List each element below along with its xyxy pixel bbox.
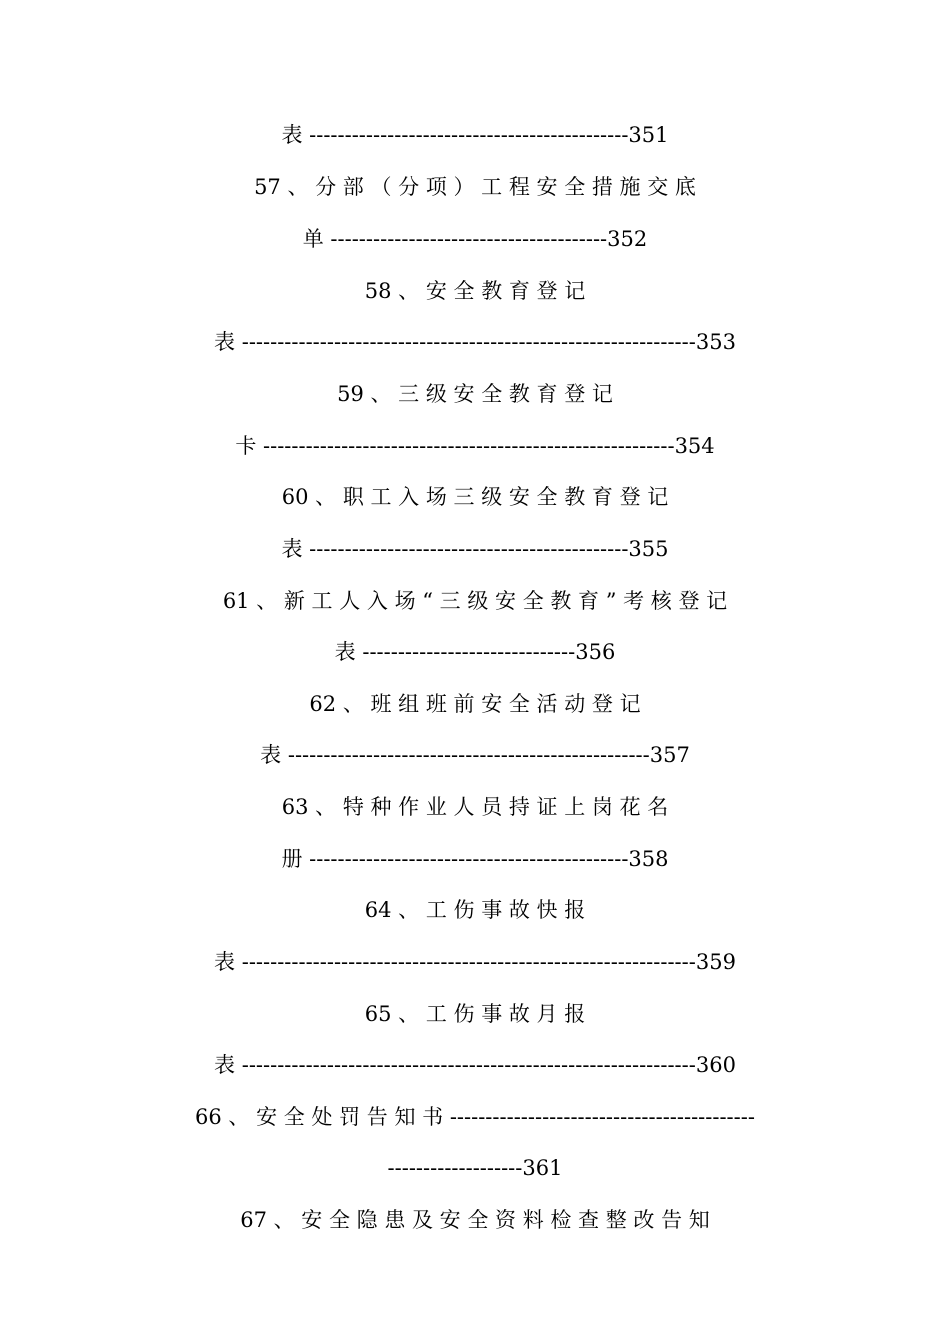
toc-line-66-page: -------------------361	[387, 1156, 563, 1180]
toc-line-59-page: 卡 ----------------------------------------------------------354	[235, 434, 715, 458]
toc-entry-59: 59 、 三 级 安 全 教 育 登 记	[337, 382, 613, 406]
toc-line-61-page: 表 ------------------------------356	[334, 640, 616, 664]
toc-line-62-page: 表 ---------------------------------------------------357	[260, 743, 690, 767]
toc-entry-60: 60 、 职 工 入 场 三 级 安 全 教 育 登 记	[281, 485, 669, 509]
toc-entry-58: 58 、 安 全 教 育 登 记	[364, 279, 586, 303]
toc-entry-62: 62 、 班 组 班 前 安 全 活 动 登 记	[309, 692, 641, 716]
toc-line-65-page: 表 ----------------------------------------------------------------360	[214, 1053, 736, 1077]
toc-line-56-page: 表 ---------------------------------------------351	[281, 123, 669, 147]
toc-line-58-page: 表 ----------------------------------------------------------------353	[214, 330, 736, 354]
toc-entry-63: 63 、 特 种 作 业 人 员 持 证 上 岗 花 名	[281, 795, 669, 819]
toc-entry-65: 65 、 工 伤 事 故 月 报	[364, 1002, 586, 1026]
toc-line-63-page: 册 ---------------------------------------------358	[281, 847, 669, 871]
toc-entry-64: 64 、 工 伤 事 故 快 报	[364, 898, 586, 922]
toc-entry-57: 57 、 分 部 （ 分 项 ） 工 程 安 全 措 施 交 底	[254, 175, 696, 199]
toc-line-64-page: 表 ----------------------------------------------------------------359	[214, 950, 736, 974]
toc-line-60-page: 表 ---------------------------------------------355	[281, 537, 669, 561]
toc-entry-61: 61 、 新 工 人 入 场 “ 三 级 安 全 教 育 ” 考 核 登 记	[222, 589, 728, 613]
toc-line-57-page: 单 ---------------------------------------352	[302, 227, 648, 251]
toc-entry-67: 67 、 安 全 隐 患 及 安 全 资 料 检 查 整 改 告 知	[240, 1208, 710, 1232]
toc-entry-66: 66 、 安 全 处 罚 告 知 书 -------------------------------------------	[195, 1105, 755, 1129]
